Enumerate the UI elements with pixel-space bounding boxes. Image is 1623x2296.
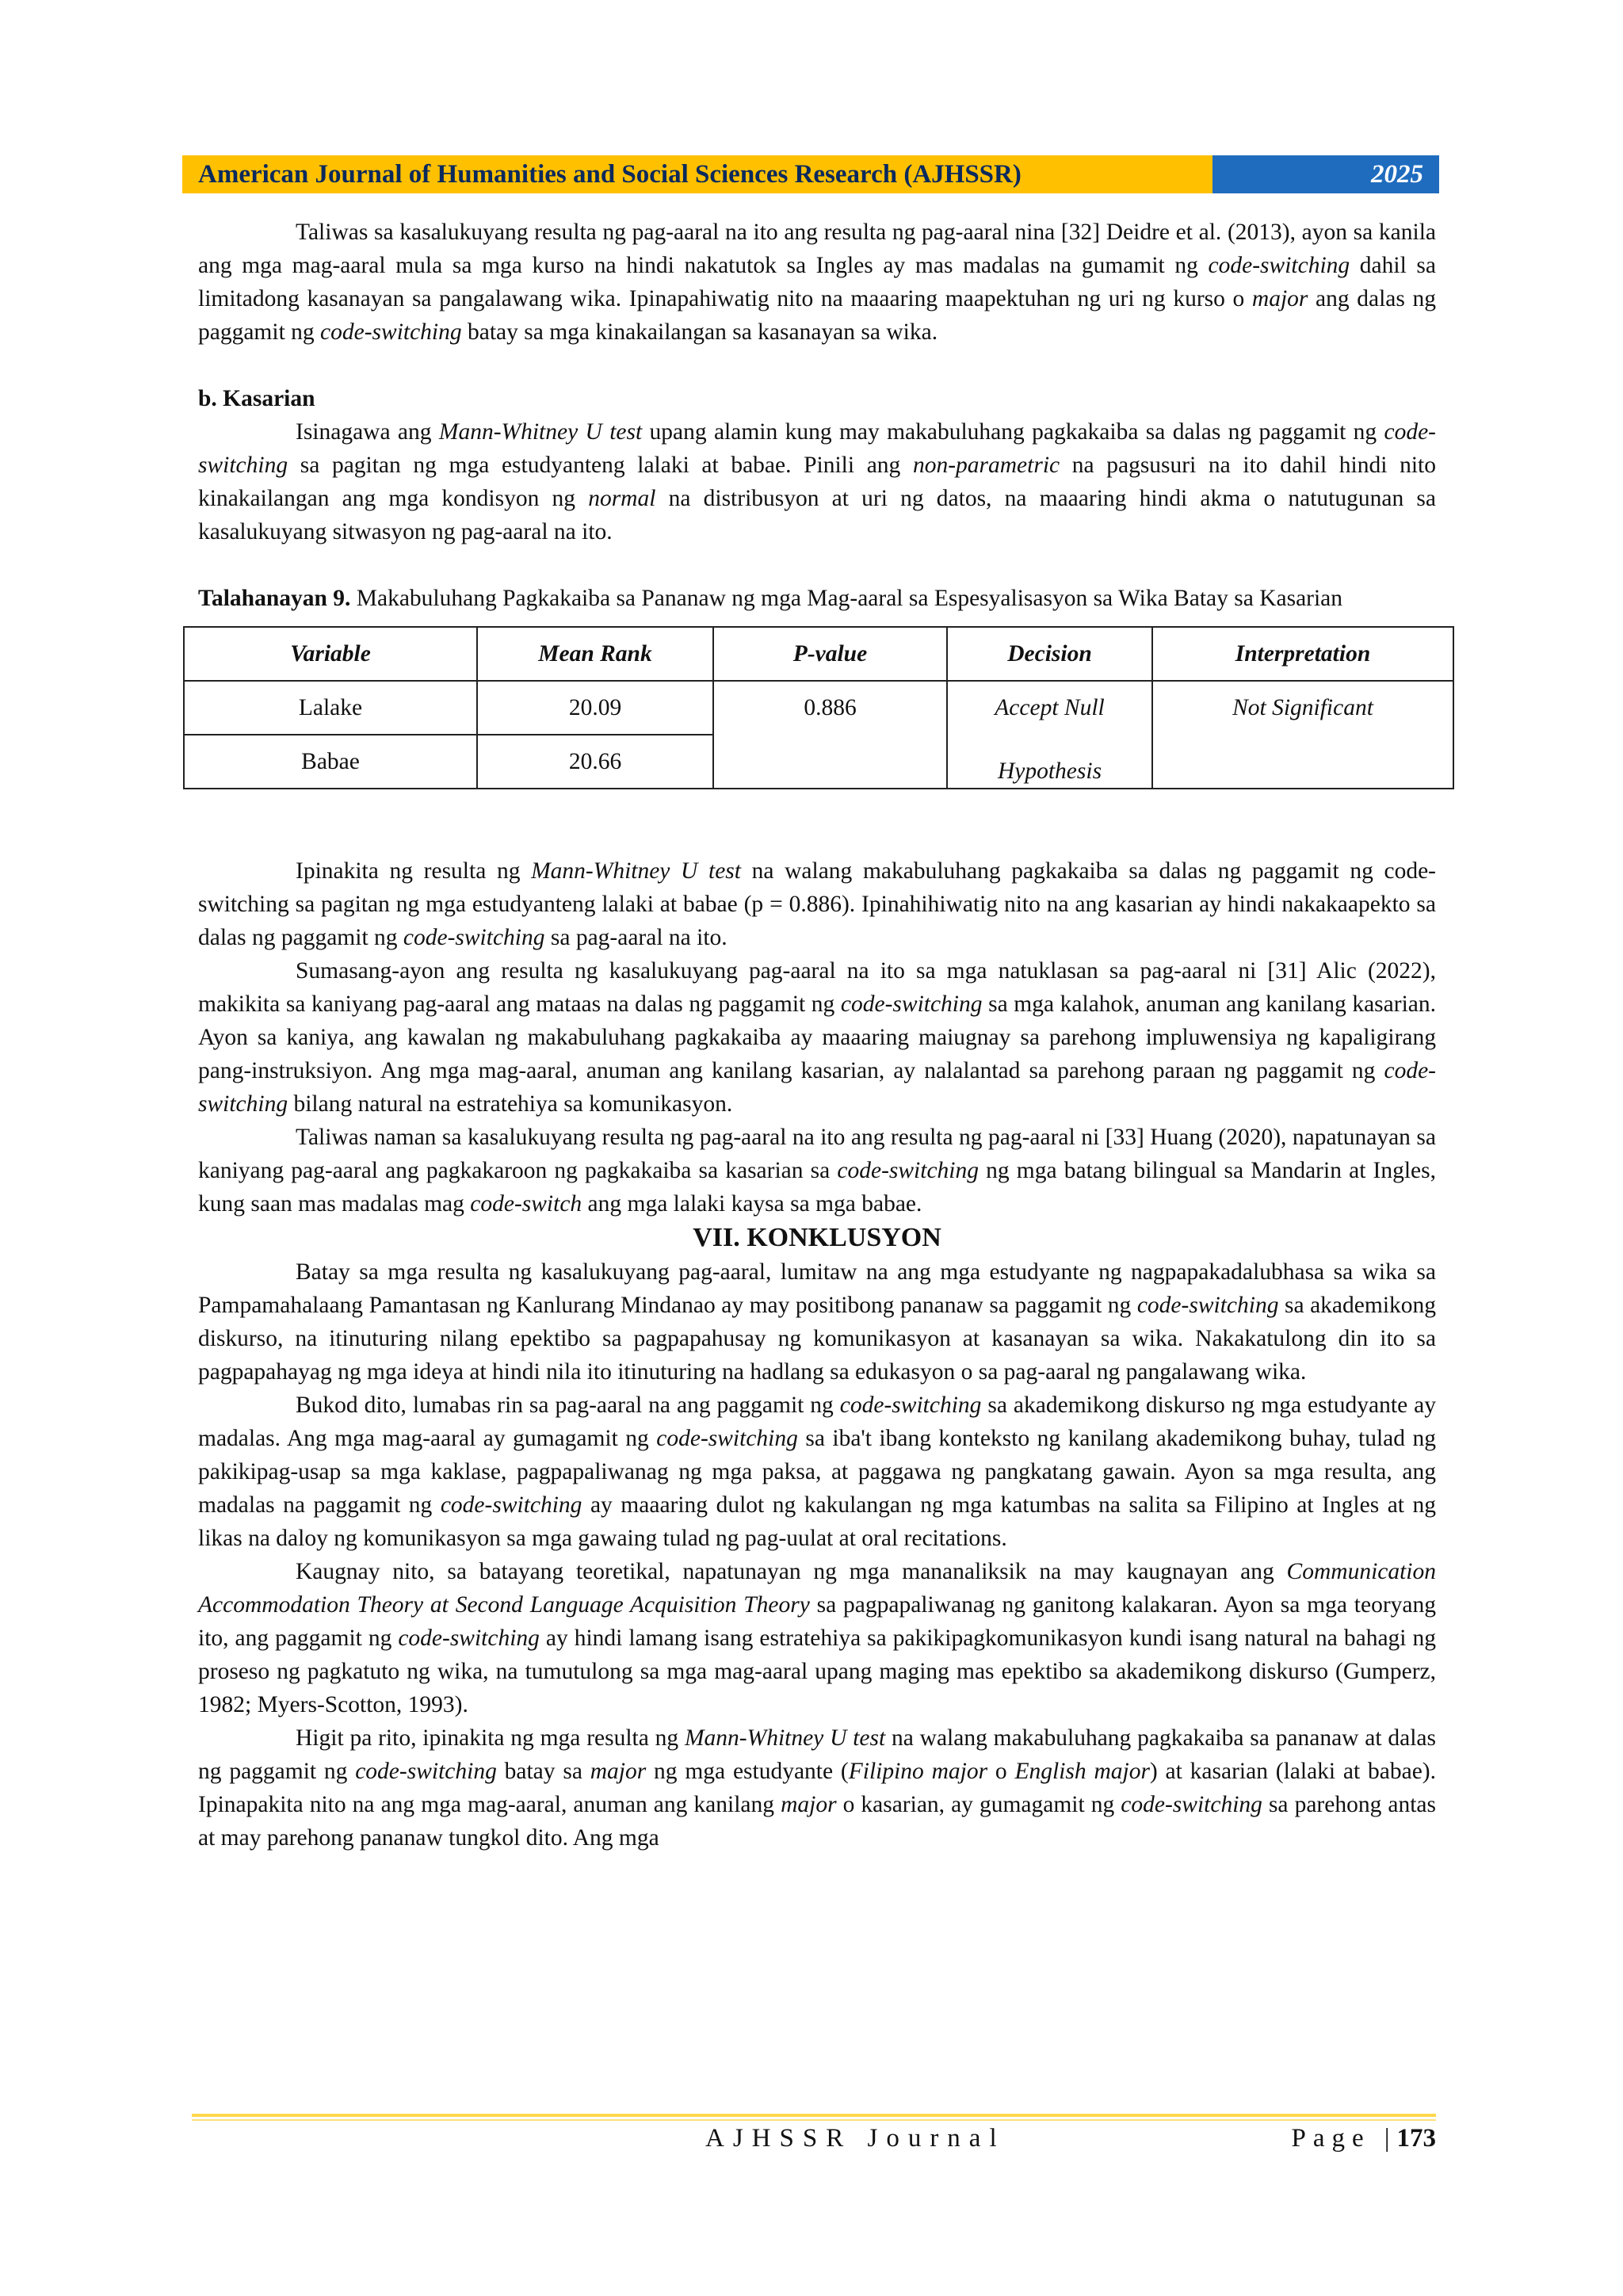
results-table bbox=[183, 626, 1454, 789]
col-variable: Variable bbox=[184, 627, 477, 681]
col-interpretation: Interpretation bbox=[1152, 627, 1453, 681]
page-body bbox=[198, 216, 1436, 1855]
journal-year: 2025 bbox=[1212, 155, 1439, 193]
footer-journal-name: AJHSSR Journal bbox=[705, 2124, 1006, 2153]
journal-header-bar bbox=[182, 155, 1439, 193]
cell-variable: Lalake bbox=[184, 681, 477, 735]
cell-variable: Babae bbox=[184, 735, 477, 789]
cell-p-value: 0.886 bbox=[713, 681, 947, 789]
journal-title: American Journal of Humanities and Social Sciences Research (AJHSSR) bbox=[182, 155, 1212, 193]
paragraph-conclusion-4: Higit pa rito, ipinakita ng mga resulta ng Mann-Whitney U test na walang makabuluhang pagkakaiba sa pananaw at dalas ng paggamit ng code-switching batay sa major ng mga estudyante (Filipino major o English major) at kasarian (lalaki at babae). Ipinapakita nito na ang mga mag-aaral, anuman ang kanilang major o kasarian, ay gumagamit ng code-switching sa parehong antas at may parehong pananaw tungkol dito. Ang mga bbox=[198, 1725, 1436, 1851]
paragraph-huang: Taliwas naman sa kasalukuyang resulta ng pag-aaral na ito ang resulta ng pag-aaral ni [33] Huang (2020), napatunayan sa kaniyang pag-aaral ang pagkakaroon ng pagkakaiba sa kasarian sa code-switching ng mga batang bilingual sa Mandarin at Ingles, kung saan mas madalas mag code-switch ang mga lalaki kaysa sa mga babae. bbox=[198, 1125, 1437, 1217]
col-decision: Decision bbox=[947, 627, 1152, 681]
paragraph-alic: Sumasang-ayon ang resulta ng kasalukuyang pag-aaral na ito sa mga natuklasan sa pag-aaral ni [31] Alic (2022), makikita sa kaniyang pag-aaral ang mataas na dalas ng paggamit ng code-switching sa mga kalahok, anuman ang kanilang kasarian. Ayon sa kaniya, ang kawalan ng makabuluhang pagkakaiba ay maaaring maiugnay sa parehong impluwensiya ng kapaligirang pang-instruksiyon. Ang mga mag-aaral, anuman ang kanilang kasarian, ay nalalantad sa parehong paraan ng paggamit ng code-switching bilang natural na estratehiya sa komunikasyon. bbox=[198, 958, 1436, 1117]
col-p-value: P-value bbox=[713, 627, 947, 681]
table-header-row bbox=[184, 627, 1453, 681]
table-row bbox=[184, 681, 1453, 735]
footer-divider bbox=[192, 2114, 1436, 2117]
paragraph-conclusion-3: Kaugnay nito, sa batayang teoretikal, napatunayan ng mga mananaliksik na may kaugnayan ang Communication Accommodation Theory at Second Language Acquisition Theory sa pagpapaliwanag ng ganitong kalakaran. Ayon sa mga teoryang ito, ang paggamit ng code-switching ay hindi lamang isang estratehiya sa pakikipagkomunikasyon kundi isang natural na bahagi ng proseso ng pagkatuto ng wika, na tumutulong sa mga mag-aaral upang maging mas epektibo sa akademikong diskurso (Gumperz, 1982; Myers-Scotton, 1993). bbox=[198, 1559, 1437, 1717]
cell-mean-rank: 20.66 bbox=[477, 735, 713, 789]
table-caption: Talahanayan 9. Makabuluhang Pagkakaiba sa Pananaw ng mga Mag-aaral sa Espesyalisasyon sa Wika Batay sa Kasarian bbox=[198, 586, 1343, 611]
subheading-kasarian: b. Kasarian bbox=[198, 386, 315, 411]
cell-interpretation: Not Significant bbox=[1152, 681, 1453, 789]
footer-divider-thin bbox=[192, 2119, 1436, 2121]
paragraph-result-interpretation: Ipinakita ng resulta ng Mann-Whitney U test na walang makabuluhang pagkakaiba sa dalas ng paggamit ng code-switching sa pagitan ng mga estudyanteng lalaki at babae (p = 0.886). Ipinahihiwatig nito na ang kasarian ay hindi nakakaapekto sa dalas ng paggamit ng code-switching sa pag-aaral na ito. bbox=[198, 858, 1436, 950]
footer-page-number: Page |173 bbox=[1291, 2124, 1436, 2153]
col-mean-rank: Mean Rank bbox=[477, 627, 713, 681]
paragraph-deidre: Taliwas sa kasalukuyang resulta ng pag-aaral na ito ang resulta ng pag-aaral nina [32] Deidre et al. (2013), ayon sa kanila ang mga mag-aaral mula sa mga kurso na hindi nakatutok sa Ingles ay mas madalas na gumamit ng code-switching dahil sa limitadong kasanayan sa pangalawang wika. Ipinapahiwatig nito na maaaring maapektuhan ng uri ng kurso o major ang dalas ng paggamit ng code-switching batay sa mga kinakailangan sa kasanayan sa wika. bbox=[198, 220, 1437, 345]
paragraph-conclusion-1: Batay sa mga resulta ng kasalukuyang pag-aaral, lumitaw na ang mga estudyante ng nagpapakadalubhasa sa wika sa Pampamahalaang Pamantasan ng Kanlurang Mindanao ay may positibong pananaw sa paggamit ng code-switching sa akademikong diskurso, na itinuturing nilang epektibo sa pagpapahusay ng komunikasyon at kasanayan sa wika. Nakakatulong din ito sa pagpapahayag ng mga ideya at hindi nila ito itinuturing na hadlang sa edukasyon o sa pag-aaral ng pangalawang wika. bbox=[198, 1259, 1437, 1385]
cell-decision: Accept Null Hypothesis bbox=[947, 681, 1152, 789]
cell-mean-rank: 20.09 bbox=[477, 681, 713, 735]
section-title-konklusyon: VII. KONKLUSYON bbox=[693, 1223, 941, 1252]
paragraph-conclusion-2: Bukod dito, lumabas rin sa pag-aaral na ang paggamit ng code-switching sa akademikong diskurso ng mga estudyante ay madalas. Ang mga mag-aaral ay gumagamit ng code-switching sa iba't ibang konteksto ng kanilang akademikong buhay, tulad ng pakikipag-usap sa mga kaklase, pagpapaliwanag ng mga paksa, at paggawa ng pangkatang gawain. Ayon sa mga resulta, ang madalas na paggamit ng code-switching ay maaaring dulot ng kakulangan ng mga katumbas na salita sa Filipino at Ingles at ng likas na daloy ng komunikasyon sa mga gawaing tulad ng pag-uulat at oral recitations. bbox=[198, 1392, 1437, 1551]
paragraph-mann-whitney-method: Isinagawa ang Mann-Whitney U test upang alamin kung may makabuluhang pagkakaiba sa dalas ng paggamit ng code-switching sa pagitan ng mga estudyanteng lalaki at babae. Pinili ang non-parametric na pagsusuri na ito dahil hindi nito kinakailangan ang mga kondisyon ng normal na distribusyon at uri ng datos, na maaaring hindi akma o natutugunan sa kasalukuyang sitwasyon ng pag-aaral na ito. bbox=[198, 419, 1436, 544]
